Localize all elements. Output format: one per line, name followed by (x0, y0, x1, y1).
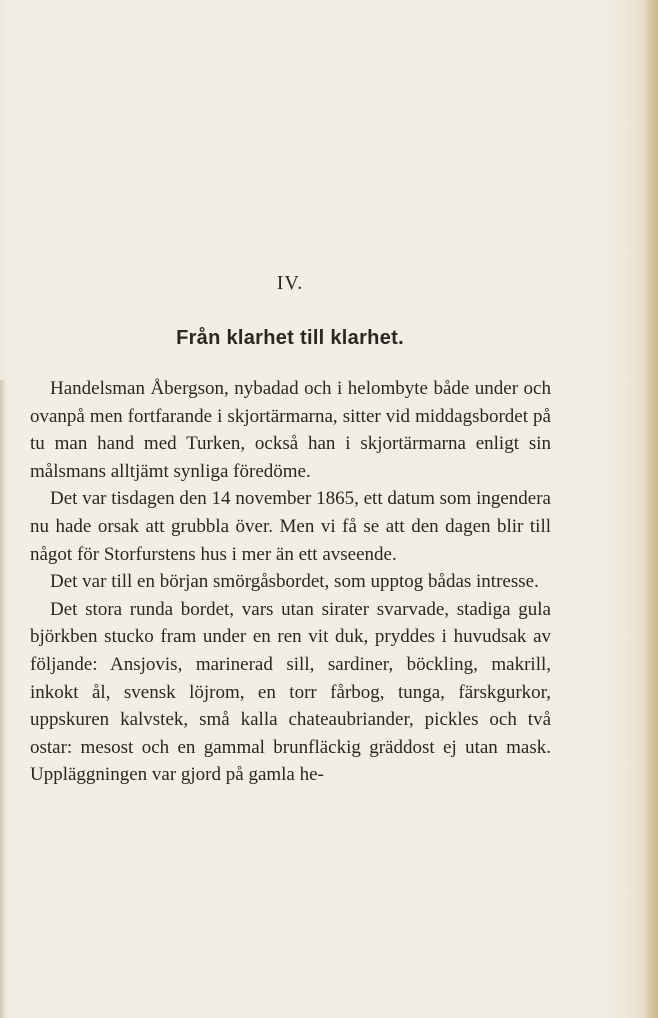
chapter-number: IV. (276, 272, 304, 294)
chapter-title: Från klarhet till klarhet. (176, 327, 404, 349)
page-right-edge (644, 0, 658, 1018)
page-left-shadow (0, 380, 6, 1018)
paragraph: Det var till en början smörgåsbordet, som upptog bådas intresse. (50, 571, 539, 593)
paragraph: Det stora runda bordet, vars utan sirater svarvade, stadiga gula björkben stucko fram under en ren vit duk, pryddes i huvudsak av följande: Ansjovis, marinerad sill, sardiner, böckling, makrill, inkokt ål, svensk löjrom, en torr fårbog, tunga, färskgurkor, uppskuren kalvstek, små kalla chateaubriander, pickles och två ostar: mesost och en gammal brunfläckig gräddost ej utan mask. Uppläggningen var gjord på gamla he- (30, 598, 551, 786)
body-text (30, 375, 551, 789)
paragraph: Det var tisdagen den 14 november 1865, ett datum som ingendera nu hade orsak att grubbla över. Men vi få se att den dagen blir till något för Storfurstens hus i mer än ett avseende. (30, 488, 551, 565)
paragraph: Handelsman Åbergson, nybadad och i helombyte både under och ovanpå men fortfarande i skjortärmarna, sitter vid middagsbordet på tu man hand med Turken, också han i skjortärmarna enligt sin målsmans alltjämt synliga föredöme. (30, 378, 551, 482)
